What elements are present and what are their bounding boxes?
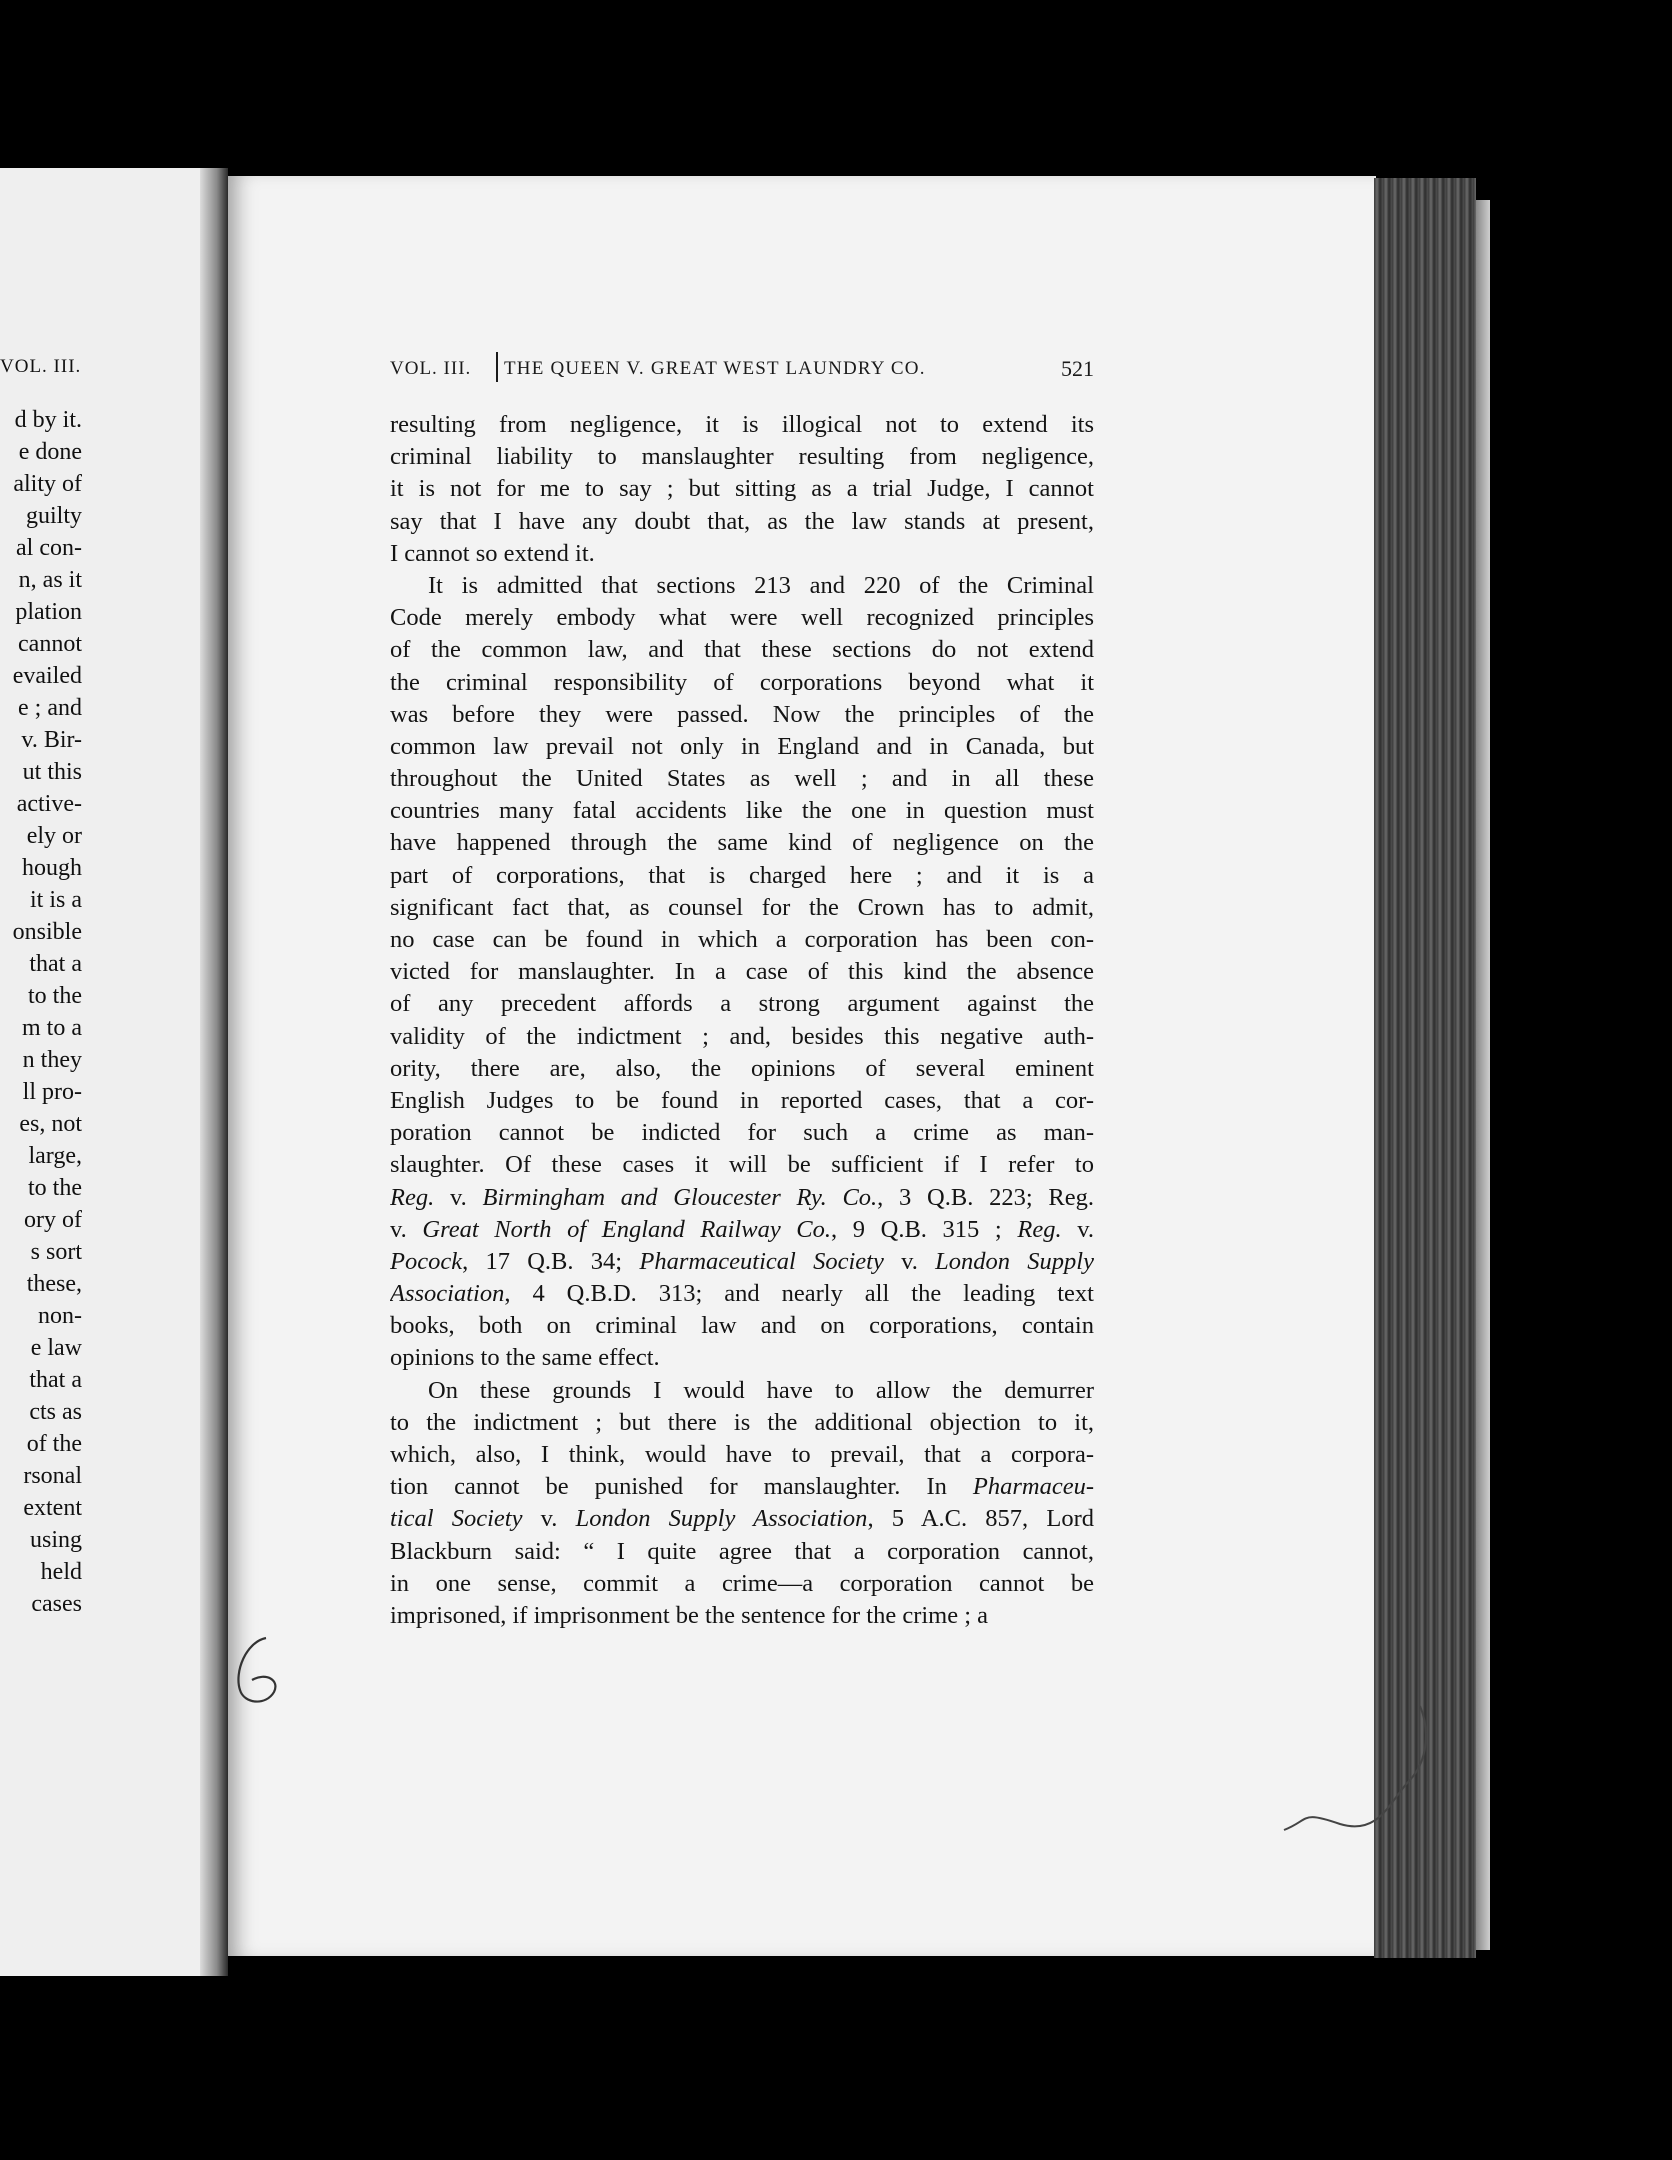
text-line: v. Great North of England Railway Co., 9 Q.B. 315 ; Reg. v. bbox=[390, 1215, 1094, 1243]
left-page-line: extent bbox=[23, 1495, 82, 1521]
left-page-line: ut this bbox=[22, 759, 82, 785]
left-page-line: v. Bir- bbox=[21, 727, 82, 753]
left-page-line: plation bbox=[15, 599, 82, 625]
text-line: I cannot so extend it. bbox=[390, 539, 595, 567]
text-line: was before they were passed. Now the principles of the bbox=[390, 700, 1094, 728]
left-page-text bbox=[0, 404, 82, 1620]
body-text bbox=[390, 409, 1094, 1632]
left-page-line: d by it. bbox=[14, 407, 82, 433]
left-page-line: s sort bbox=[30, 1239, 82, 1265]
left-page-line: guilty bbox=[25, 503, 82, 529]
text-line: tion cannot be punished for manslaughter. In Pharmaceu- bbox=[390, 1473, 1094, 1501]
text-line: Association, 4 Q.B.D. 313; and nearly all the leading text bbox=[390, 1280, 1094, 1308]
left-page-line: cannot bbox=[18, 631, 82, 657]
left-page-line: n, as it bbox=[18, 567, 82, 593]
left-page-line: using bbox=[29, 1527, 82, 1553]
text-line: resulting from negligence, it is illogical not to extend its bbox=[390, 411, 1094, 438]
text-line: common law prevail not only in England and in Canada, but bbox=[390, 732, 1094, 760]
left-page-header: VOL. III. bbox=[0, 356, 82, 377]
text-line: it is not for me to say ; but sitting as a trial Judge, I cannot bbox=[390, 475, 1094, 503]
text-line: which, also, I think, would have to prevail, that a corpora- bbox=[390, 1441, 1094, 1468]
text-line: criminal liability to manslaughter resulting from negligence, bbox=[390, 443, 1094, 471]
left-page-line: es, not bbox=[19, 1111, 82, 1137]
text-line: throughout the United States as well ; and in all these bbox=[390, 765, 1094, 793]
left-page-line: m to a bbox=[22, 1015, 82, 1041]
text-line: Reg. v. Birmingham and Gloucester Ry. Co., 3 Q.B. 223; Reg. bbox=[390, 1183, 1094, 1211]
left-page-line: ory of bbox=[24, 1207, 82, 1233]
left-page-line: of the bbox=[26, 1431, 82, 1457]
text-line: the criminal responsibility of corporations beyond what it bbox=[390, 668, 1094, 696]
left-page-line: cts as bbox=[29, 1399, 82, 1425]
text-line: tical Society v. London Supply Association, 5 A.C. 857, Lord bbox=[390, 1505, 1094, 1533]
text-line: Pocock, 17 Q.B. 34; Pharmaceutical Society v. London Supply bbox=[390, 1247, 1094, 1275]
left-page-line: rsonal bbox=[23, 1463, 82, 1489]
left-page-line: ely or bbox=[26, 823, 82, 849]
text-line: English Judges to be found in reported cases, that a cor- bbox=[390, 1086, 1094, 1114]
left-page-line: to the bbox=[28, 983, 82, 1009]
left-page-line: hough bbox=[22, 855, 82, 881]
text-line: Code merely embody what were well recognized principles bbox=[390, 604, 1094, 632]
left-page-line: that a bbox=[29, 951, 82, 977]
left-page-line: al con- bbox=[16, 535, 82, 561]
left-page-line: large, bbox=[28, 1143, 82, 1169]
text-line: imprisoned, if imprisonment be the sentence for the crime ; a bbox=[390, 1601, 989, 1629]
pencil-annotation-6 bbox=[226, 1632, 296, 1712]
text-line: victed for manslaughter. In a case of this kind the absence bbox=[390, 958, 1094, 986]
left-page-line: these, bbox=[26, 1271, 82, 1297]
running-head-volume: VOL. III. bbox=[390, 358, 472, 379]
left-page-line: non- bbox=[38, 1303, 82, 1329]
text-line: books, both on criminal law and on corporations, contain bbox=[390, 1312, 1094, 1340]
left-page-line: e done bbox=[18, 439, 82, 465]
text-line: poration cannot be indicted for such a crime as man- bbox=[390, 1119, 1094, 1147]
text-line: no case can be found in which a corporation has been con- bbox=[390, 926, 1094, 953]
left-page-line: e ; and bbox=[18, 695, 82, 721]
pencil-scribble bbox=[1280, 1700, 1440, 1840]
left-page-line: held bbox=[40, 1559, 82, 1585]
book-gutter bbox=[200, 168, 228, 1976]
text-line: have happened through the same kind of negligence on the bbox=[390, 829, 1094, 857]
left-page-line: onsible bbox=[12, 919, 82, 945]
left-page-line: that a bbox=[29, 1367, 82, 1393]
text-line: countries many fatal accidents like the one in question must bbox=[390, 797, 1094, 825]
left-page-line: active- bbox=[16, 791, 82, 817]
text-line: Blackburn said: “ I quite agree that a corporation cannot, bbox=[390, 1537, 1094, 1565]
text-line: of any precedent affords a strong argument against the bbox=[390, 990, 1094, 1018]
left-page-line: ality of bbox=[13, 471, 82, 497]
left-page-line: evailed bbox=[12, 663, 82, 689]
running-head-title: THE QUEEN V. GREAT WEST LAUNDRY CO. bbox=[504, 358, 926, 379]
text-line: opinions to the same effect. bbox=[390, 1344, 660, 1372]
text-line: slaughter. Of these cases it will be sufficient if I refer to bbox=[390, 1151, 1094, 1179]
text-line: say that I have any doubt that, as the law stands at present, bbox=[390, 507, 1094, 535]
page-number: 521 bbox=[1061, 356, 1094, 381]
left-page-line: ll pro- bbox=[22, 1079, 82, 1105]
page-edges bbox=[1374, 178, 1476, 1958]
text-line: of the common law, and that these sections do not extend bbox=[390, 636, 1094, 664]
running-head bbox=[390, 356, 1094, 386]
left-page-line: it is a bbox=[30, 887, 82, 913]
text-line: in one sense, commit a crime—a corporation cannot be bbox=[390, 1569, 1094, 1597]
left-page-line: e law bbox=[30, 1335, 82, 1361]
text-line: It is admitted that sections 213 and 220 of the Criminal bbox=[428, 571, 1094, 599]
text-line: validity of the indictment ; and, besides this negative auth- bbox=[390, 1022, 1094, 1050]
text-line: significant fact that, as counsel for the Crown has to admit, bbox=[390, 893, 1094, 921]
text-line: part of corporations, that is charged here ; and it is a bbox=[390, 861, 1094, 889]
left-page-line: to the bbox=[28, 1175, 82, 1201]
text-line: On these grounds I would have to allow the demurrer bbox=[428, 1376, 1094, 1404]
left-page-line: cases bbox=[31, 1591, 82, 1617]
page-edges-strip bbox=[1476, 200, 1490, 1950]
text-line: ority, there are, also, the opinions of several eminent bbox=[390, 1054, 1094, 1082]
left-page-line: n they bbox=[22, 1047, 82, 1073]
text-line: to the indictment ; but there is the additional objection to it, bbox=[390, 1408, 1094, 1436]
running-head-bracket bbox=[496, 352, 498, 382]
